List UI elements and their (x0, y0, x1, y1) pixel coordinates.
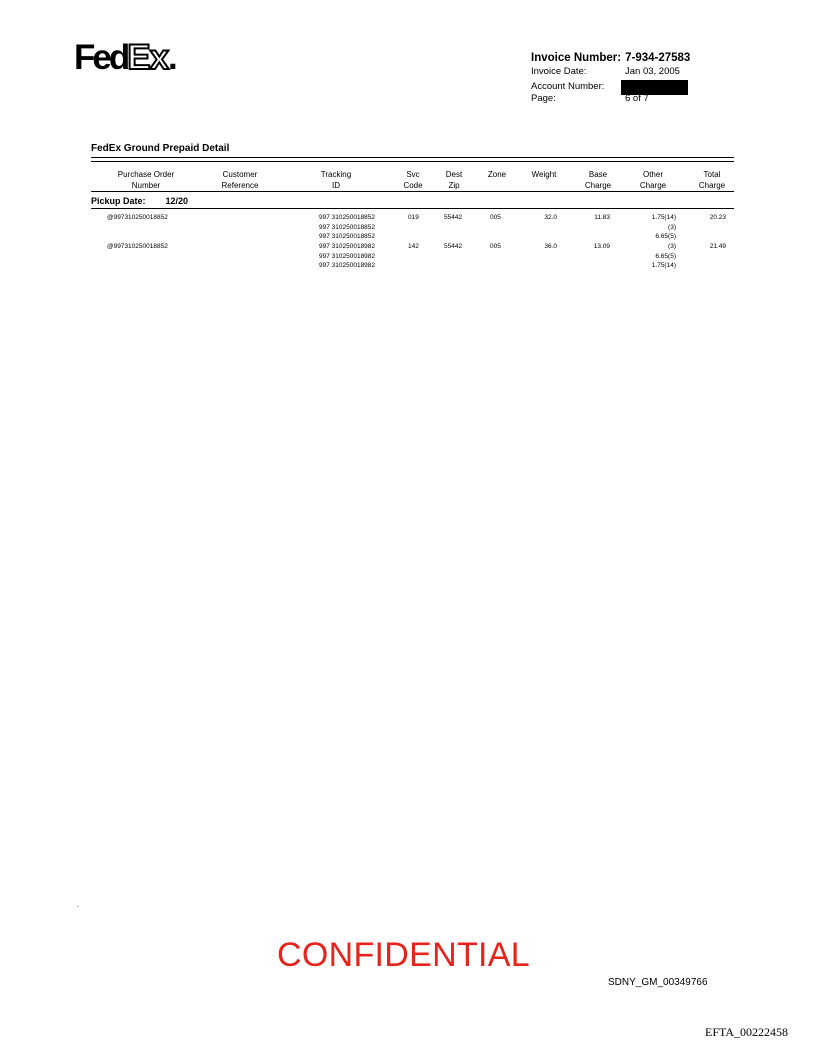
invoice-number-label: Invoice Number: (531, 52, 622, 64)
table-row-1-svc: 019 (408, 214, 419, 221)
other-charge: (3) (668, 223, 676, 231)
col-header-svc-code-line1: Svc (406, 170, 420, 179)
table-row-1-po: @997310250018852 (107, 214, 168, 221)
col-header-customer-ref (205, 169, 275, 191)
col-header-base-charge-line1: Base (588, 170, 608, 179)
col-header-tracking (306, 169, 366, 191)
tracking-id: 997 310250018982 (319, 262, 376, 269)
table-row-2-zone: 005 (490, 243, 501, 250)
table-row-1-total: 20.23 (709, 214, 726, 221)
col-header-zone-line1: Zone (487, 170, 507, 179)
tracking-id: 997 310250018982 (319, 243, 376, 250)
page-value: 6 of 7 (625, 93, 649, 104)
section-title: FedEx Ground Prepaid Detail (91, 143, 230, 154)
col-header-other-charge-line1: Other (642, 170, 663, 179)
logo-dot: . (168, 38, 178, 77)
logo-ex-text: Ex (127, 38, 169, 77)
invoice-date-label: Invoice Date: (531, 66, 587, 77)
tracking-id: 997 310250018852 (319, 223, 376, 231)
col-header-po (100, 169, 192, 191)
col-header-total-charge-line2: Charge (698, 181, 726, 190)
col-header-svc-code-line2: Code (403, 181, 423, 190)
col-header-customer-ref-line1: Customer (222, 170, 258, 179)
invoice-date-value: Jan 03, 2005 (625, 66, 680, 77)
col-header-other-charge (633, 169, 673, 191)
col-header-base-charge (578, 169, 618, 191)
col-header-total-charge (692, 169, 732, 191)
pickup-date (91, 196, 188, 206)
other-charge: 1.75(14) (651, 214, 676, 221)
table-row-1-tracking (319, 213, 375, 242)
header-rule (91, 191, 734, 192)
col-header-zone (480, 169, 514, 180)
other-charge: (3) (668, 243, 676, 250)
invoice-number (531, 52, 690, 64)
table-row-1-weight: 32.0 (544, 214, 557, 221)
table-row-1-base: 11.83 (594, 214, 610, 221)
col-header-base-charge-line2: Charge (584, 181, 612, 190)
col-header-dest-zip (437, 169, 471, 191)
logo-fed-text: Fed (74, 38, 128, 77)
bates-number: SDNY_GM_00349766 (608, 977, 708, 988)
pickup-date-value: 12/20 (165, 196, 189, 206)
table-row-2-svc: 142 (408, 243, 419, 250)
table-row-2-zip: 55442 (444, 243, 463, 250)
table-row-2-po: @997310250018852 (107, 243, 168, 250)
other-charge: 1.75(14) (651, 262, 676, 269)
fedex-logo (74, 40, 178, 75)
table-row-1-zip: 55442 (444, 214, 463, 221)
table-row-2-tracking (319, 242, 375, 271)
col-header-customer-ref-line2: Reference (221, 181, 259, 190)
section-rule-second (91, 161, 734, 162)
col-header-total-charge-line1: Total (703, 170, 721, 179)
tracking-id: 997 310250018852 (319, 214, 376, 221)
col-header-tracking-line2: ID (332, 181, 340, 190)
other-charge: 6.65(5) (655, 233, 676, 240)
pickup-rule (91, 208, 734, 209)
col-header-svc-code (396, 169, 430, 191)
table-row-2-base: 13.09 (593, 243, 610, 250)
col-header-weight-line1: Weight (531, 170, 557, 179)
col-header-po-line1: Purchase Order (117, 170, 175, 179)
efta-number: EFTA_00222458 (705, 1025, 789, 1039)
col-header-dest-zip-line2: Zip (448, 181, 460, 190)
tracking-id: 997 310250018852 (319, 233, 376, 240)
col-header-weight (525, 169, 563, 180)
other-charge: 6.65(5) (655, 252, 676, 260)
page-label: Page: (531, 93, 556, 104)
table-row-2-weight: 36.0 (544, 243, 557, 250)
confidential-stamp: CONFIDENTIAL (277, 936, 530, 974)
col-header-po-line2: Number (131, 181, 161, 190)
account-number-label: Account Number: (531, 81, 605, 92)
table-row-1-zone: 005 (490, 214, 501, 221)
tracking-id: 997 310250018982 (319, 252, 376, 260)
col-header-tracking-line1: Tracking (320, 170, 352, 179)
section-rule-top (91, 157, 734, 158)
table-row-1-other (630, 213, 676, 242)
col-header-other-charge-line2: Charge (639, 181, 667, 190)
invoice-number-value: 7-934-27583 (625, 52, 691, 64)
col-header-dest-zip-line1: Dest (445, 170, 463, 179)
footer-dot: . (77, 900, 80, 909)
table-row-2-total: 21.49 (709, 243, 726, 250)
table-row-2-other (630, 242, 676, 271)
pickup-date-label: Pickup Date: (91, 196, 146, 206)
